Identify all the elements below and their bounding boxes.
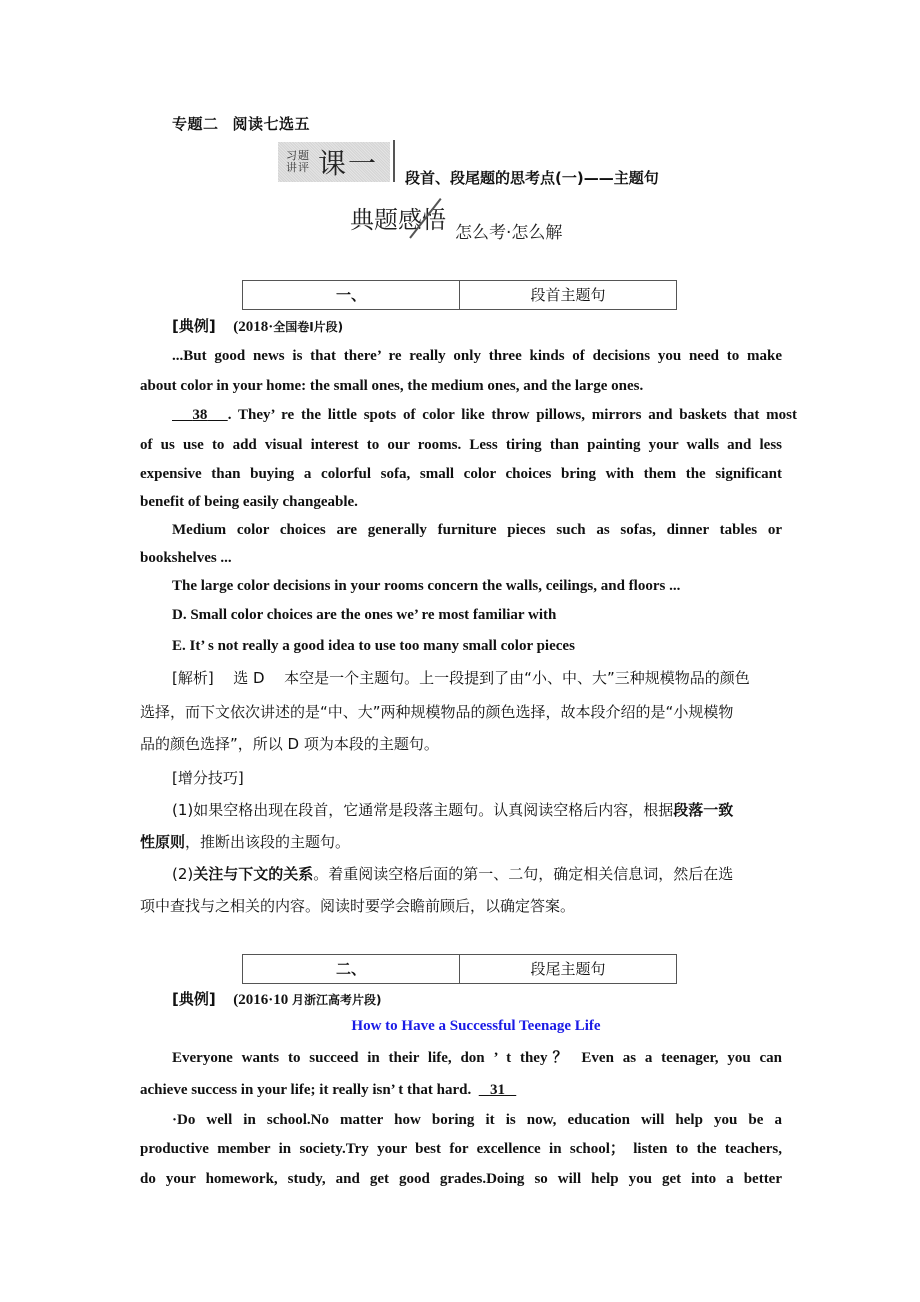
passage-title: How to Have a Successful Teenage Life [351,1018,601,1034]
section1-number: 一、 [243,281,460,309]
badge-divider [393,140,395,182]
tip-2: (2)关注与下文的关系。着重阅读空格后面的第一、二句，确定相关信息词，然后在选 [172,865,734,883]
passage-line: achieve success in your life; it really isn’ t that hard. 31 [140,1080,782,1100]
lesson-title-text: 段首、段尾题的思考点(一)—— [405,169,614,187]
blank-38[interactable]: 38 [192,407,208,423]
lesson-title-emphasis: 主题句 [613,169,659,187]
badge-small-text [286,150,312,174]
example-tag: [典例] [172,317,216,335]
passage-line: do your homework, study, and get good grades.Doing so will help you get into a better [140,1171,782,1187]
option-letter: E. [172,638,186,654]
source-name: 月浙江高考片段) [291,993,382,1007]
option-letter: D. [172,607,187,623]
lesson-title [405,167,659,188]
section-subheading: 怎么考·怎么解 [455,223,563,243]
source-year: (2016·10 [233,992,292,1008]
example-tag: [典例] [172,990,216,1008]
source-name: 全国卷I片段) [273,320,344,334]
option-text: Small color choices are the ones we’ re most familiar with [190,607,557,623]
passage-line: Everyone wants to succeed in their life, don ’ t they？ Even as a teenager, you can [172,1050,782,1066]
option-text: It’ s not really a good idea to use too many small color pieces [189,638,575,654]
analysis-text: 本空是一个主题句。上一段提到了由“小、中、大”三种规模物品的颜色 [284,669,750,687]
analysis-answer: 选 D [233,669,265,687]
passage-line: of us use to add visual interest to our rooms. Less tiring than painting your walls and less [140,437,782,453]
tip-1-cont: 性原则，推断出该段的主题句。 [140,833,351,851]
tips-tag: [增分技巧] [172,769,244,787]
option-e [140,636,782,656]
passage-line: 38 . They’ re the little spots of color like throw pillows, mirrors and baskets that most [140,405,797,425]
blank-31[interactable]: 31 [489,1082,505,1098]
chapter-heading [172,113,310,134]
analysis-tag: [解析] [172,669,214,687]
lesson-badge [278,142,390,182]
passage-line: ...But good news is that there’ re really only three kinds of decisions you need to make [172,348,782,364]
analysis-line: 选择，而下文依次讲述的是“中、大”两种规模物品的颜色选择，故本段介绍的是“小规模物 [140,703,734,721]
tip-2-cont: 项中查找与之相关的内容。阅读时要学会瞻前顾后，以确定答案。 [140,897,576,915]
passage-line: The large color decisions in your rooms concern the walls, ceilings, and floors ... [172,578,681,594]
source-year: (2018· [233,319,274,335]
badge-big-text: 课一 [318,147,379,180]
chapter-label: 专题二 [172,115,219,133]
tip-1: (1)如果空格出现在段首，它通常是段落主题句。认真阅读空格后内容，根据段落一致 [172,801,734,819]
analysis-line [140,668,782,688]
section2-title: 段尾主题句 [530,960,606,978]
passage-line: about color in your home: the small ones, the medium ones, and the large ones. [140,378,644,394]
passage-line: benefit of being easily changeable. [140,494,358,510]
passage-line: bookshelves ... [140,550,232,566]
section-heading: 典题感悟 [350,206,446,234]
badge-small-top: 习题 [286,149,310,162]
passage-line: productive member in society.Try your best for excellence in school； listen to the teachers, [140,1141,782,1157]
passage-line: expensive than buying a colorful sofa, small color choices bring with them the significant [140,466,782,482]
option-d [140,605,782,625]
chapter-title: 阅读七选五 [232,115,311,133]
section2-number: 二、 [243,955,460,983]
analysis-line: 品的颜色选择”，所以 D 项为本段的主题句。 [140,735,439,753]
badge-small-bottom: 讲评 [286,161,310,174]
section2-example-source [172,989,814,1010]
passage-line: Medium color choices are generally furniture pieces such as sofas, dinner tables or [172,522,782,538]
section1-example-source [172,316,814,337]
section2-header-box [242,954,677,984]
passage-line: ·Do well in school.No matter how boring it is now, education will help you be a [172,1112,782,1128]
section1-title: 段首主题句 [530,286,606,304]
section1-header-box [242,280,677,310]
